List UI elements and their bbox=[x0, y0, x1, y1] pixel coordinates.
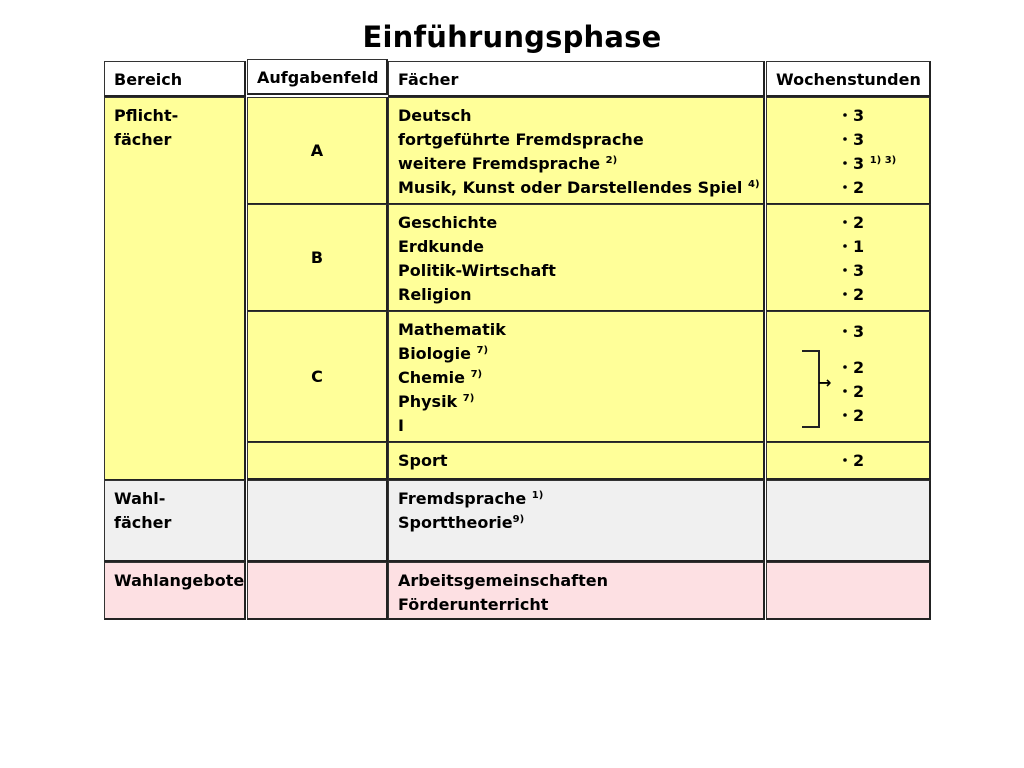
aufgabenfeld-a: A bbox=[247, 97, 388, 205]
hours-group-b bbox=[766, 204, 931, 312]
hours-value: ・2 bbox=[837, 406, 865, 425]
header-wochenstunden: Wochenstunden bbox=[766, 61, 931, 97]
subject-chemie: Chemie $^{7)}$ bbox=[398, 368, 483, 387]
aufgabenfeld-c: C bbox=[247, 311, 388, 443]
bereich-wahl-line-1: Wahl- bbox=[114, 489, 166, 508]
choice-arrow-icon: → bbox=[818, 373, 832, 392]
hours-value: ・2 bbox=[837, 451, 865, 470]
hours-angebote bbox=[766, 562, 931, 620]
hours-value: ・3 bbox=[837, 106, 865, 125]
footnote-ref: 7) bbox=[476, 345, 489, 356]
hours-group-a bbox=[766, 97, 931, 205]
hours-value: ・2 bbox=[837, 382, 865, 401]
bereich-wahlangebote-label: Wahlangebote bbox=[114, 571, 245, 590]
bereich-wahlangebote bbox=[104, 562, 246, 620]
footnote-ref: 4) bbox=[747, 179, 760, 190]
aufgabenfeld-wahl bbox=[247, 480, 388, 562]
subject-physik: Physik $^{7)}$ bbox=[398, 392, 475, 411]
hours-value: ・3 bbox=[837, 130, 865, 149]
header-faecher: Fächer bbox=[388, 61, 765, 97]
subject-weitere-fremdsprache: weitere Fremdsprache $^{2)}$ bbox=[398, 154, 618, 173]
hours-value: ・1 bbox=[837, 237, 865, 256]
subject-fremdsprache: Fremdsprache $^{1)}$ bbox=[398, 489, 544, 508]
subject-biologie: Biologie $^{7)}$ bbox=[398, 344, 489, 363]
hours-value: ・2 bbox=[837, 358, 865, 377]
bereich-wahl-line-2: fächer bbox=[114, 513, 172, 532]
subject-deutsch: Deutsch bbox=[398, 106, 472, 125]
subject-mathematik: Mathematik bbox=[398, 320, 506, 339]
subject-i: I bbox=[398, 416, 404, 435]
hours-value: ・2 bbox=[837, 285, 865, 304]
header-aufgabenfeld: Aufgabenfeld bbox=[247, 59, 388, 95]
subject-religion: Religion bbox=[398, 285, 472, 304]
bereich-pflicht-line-2: fächer bbox=[114, 130, 172, 149]
aufgabenfeld-sport bbox=[247, 442, 388, 480]
page-title: Einführungsphase bbox=[362, 20, 662, 54]
bereich-pflichtfaecher bbox=[104, 97, 246, 481]
faecher-group-a bbox=[388, 97, 765, 205]
hours-value: ・3 bbox=[837, 322, 865, 341]
subject-sporttheorie: Sporttheorie$^{9)}$ bbox=[398, 513, 525, 532]
footnote-ref: 1) bbox=[531, 490, 544, 501]
hours-value: ・2 bbox=[837, 178, 865, 197]
footnote-ref: 9) bbox=[512, 514, 525, 525]
footnote-ref: 7) bbox=[470, 369, 483, 380]
subject-erdkunde: Erdkunde bbox=[398, 237, 484, 256]
hours-value: ・2 bbox=[837, 213, 865, 232]
subject-foerderunterricht: Förderunterricht bbox=[398, 595, 549, 614]
hours-sport bbox=[766, 442, 931, 480]
subject-geschichte: Geschichte bbox=[398, 213, 498, 232]
bereich-pflicht-line-1: Pflicht- bbox=[114, 106, 179, 125]
hours-value: ・3 $^{1) 3)}$ bbox=[837, 154, 897, 173]
footnote-ref: 7) bbox=[462, 393, 475, 404]
subject-musik-kunst: Musik, Kunst oder Darstellendes Spiel $^{4)}$ bbox=[398, 178, 760, 197]
hours-wahl bbox=[766, 480, 931, 562]
header-bereich: Bereich bbox=[104, 61, 246, 97]
faecher-angebote bbox=[388, 562, 765, 620]
footnote-ref: 1) 3) bbox=[869, 155, 897, 166]
faecher-group-b bbox=[388, 204, 765, 312]
hours-group-c bbox=[766, 311, 931, 443]
subject-sport: Sport bbox=[398, 451, 448, 470]
faecher-group-c bbox=[388, 311, 765, 443]
aufgabenfeld-b: B bbox=[247, 204, 388, 312]
subject-arbeitsgemeinschaften: Arbeitsgemeinschaften bbox=[398, 571, 608, 590]
faecher-wahl bbox=[388, 480, 765, 562]
subject-fortgefuehrte-fremdsprache: fortgeführte Fremdsprache bbox=[398, 130, 644, 149]
faecher-sport bbox=[388, 442, 765, 480]
bereich-wahlfaecher bbox=[104, 480, 246, 562]
footnote-ref: 2) bbox=[605, 155, 618, 166]
hours-value: ・3 bbox=[837, 261, 865, 280]
subject-politik-wirtschaft: Politik-Wirtschaft bbox=[398, 261, 556, 280]
aufgabenfeld-angebote bbox=[247, 562, 388, 620]
